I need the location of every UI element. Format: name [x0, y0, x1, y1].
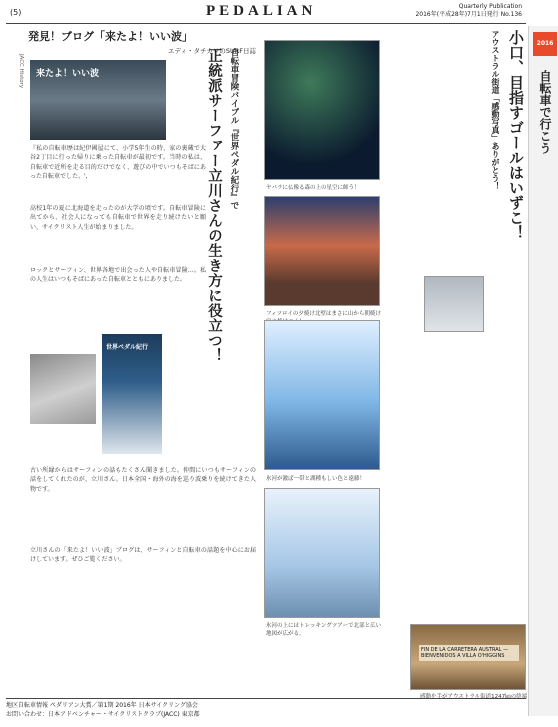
rider-photo — [30, 354, 96, 424]
ice-caption: 氷河が激ぱ一帯と湖種もしい色と遠藤！ — [266, 476, 366, 482]
book-title: 世界ペダル紀行 — [106, 344, 149, 351]
history-sidebar: JACC History — [18, 54, 24, 89]
strip-vertical-text: 自転車で行こう — [538, 70, 552, 154]
page-header — [6, 2, 526, 24]
right-article-subtitle: アウストラル街道「感動写真」ありがとう！ — [491, 30, 500, 190]
next-page-strip — [528, 26, 558, 716]
book-cover — [102, 334, 162, 454]
publication-type: Quarterly Publication — [458, 3, 522, 10]
fitzroy-photo — [264, 196, 380, 306]
sign-caption: 感動を手がアウストラル街道1247㎞の終端 — [420, 694, 528, 700]
article-body-3: ロックとサーフィン、世界各地で出会った人や自転車冒険…。私の人生はいつもそばにあった自転車とともにありました。 — [30, 267, 206, 284]
road-end-sign-photo — [410, 624, 526, 690]
article-body-1: 『私の自転車歴は紀伊國屋にて、小学5年生の時、家の裏蔵で大谷2丁目に行った帰りに乗った自転車が最初です。当時の私は、自転車で近所を走る目的だけでなく、遊びの中でいつもそばにあった自転車でした。', — [30, 145, 206, 180]
banner-small: 自転車冒険バイブル『世界ペダル紀行』で — [229, 48, 239, 210]
aurora-caption: ヤバラに仏像る森の上の星空に師う！ — [266, 185, 360, 191]
glacier-caption: 氷河の上にはトレッキングツアーで北部と広い地図が広がる。 — [266, 623, 382, 637]
footer-line-2: お問い合わせ：日本アドベンチャー・サイクリストクラブ(JACC) 東京都 — [6, 711, 200, 718]
masthead: PEDALIAN — [206, 3, 317, 19]
publication-info — [415, 3, 522, 19]
ice-cave-photo — [264, 320, 380, 470]
author-photo — [424, 276, 484, 332]
page-number: (5) — [10, 8, 22, 17]
surf-photo — [30, 60, 166, 140]
article-body-5: 立川さんの「来たよ！いい波」ブログは、サーフィンと自転車の話題を中心にお届けしています。ぜひご覧ください。 — [30, 547, 256, 564]
year-badge: 2016 — [533, 32, 557, 56]
blog-title: 発見！ブログ「来たよ！いい波」 — [28, 30, 193, 43]
surf-photo-caption: 来たよ！いい波 — [36, 69, 100, 79]
sign-text: FIN DE LA CARRETERA AUSTRAL — BIENVENIDOS A VILLA O'HIGGINS — [419, 645, 519, 661]
banner-large: 正統派サーファー立川さんの生き方に役立つ！ — [206, 48, 222, 363]
aurora-photo — [264, 40, 380, 180]
glacier-photo — [264, 488, 380, 618]
issue-date: 2016年(平成28年)7月1日発行 No.136 — [415, 10, 522, 18]
article-body-4: 古い所縁からはサーフィンの話もたくさん聞きました。仲間にいつもサーフィンの話をしてくれたのが、立川さん。日本全国・海外の海を巡り波乗りを続けてきた人物です。 — [30, 467, 256, 493]
article-body-2: 高校1年の夏に北海道を走ったのが大学の頃です。自転車冒険に出てから、社会人になっても自転車で世界を走り続けたいと願い、サイクリスト人生が始まりました。 — [30, 205, 206, 231]
right-article-title: 小口、目指すゴールはいずこ！ — [507, 30, 525, 240]
footer-line-1: 地区自転車情報 ペダリアン大賞／第1期 2016年 日本サイクリング協会 — [6, 702, 198, 709]
blog-subtitle: エディ・タチカワのSURF日誌 — [168, 47, 256, 55]
fitzroy-caption: フィツロイの夕焼け北壁はまさに山から朝焼け — [266, 311, 381, 317]
page-footer — [6, 698, 526, 719]
